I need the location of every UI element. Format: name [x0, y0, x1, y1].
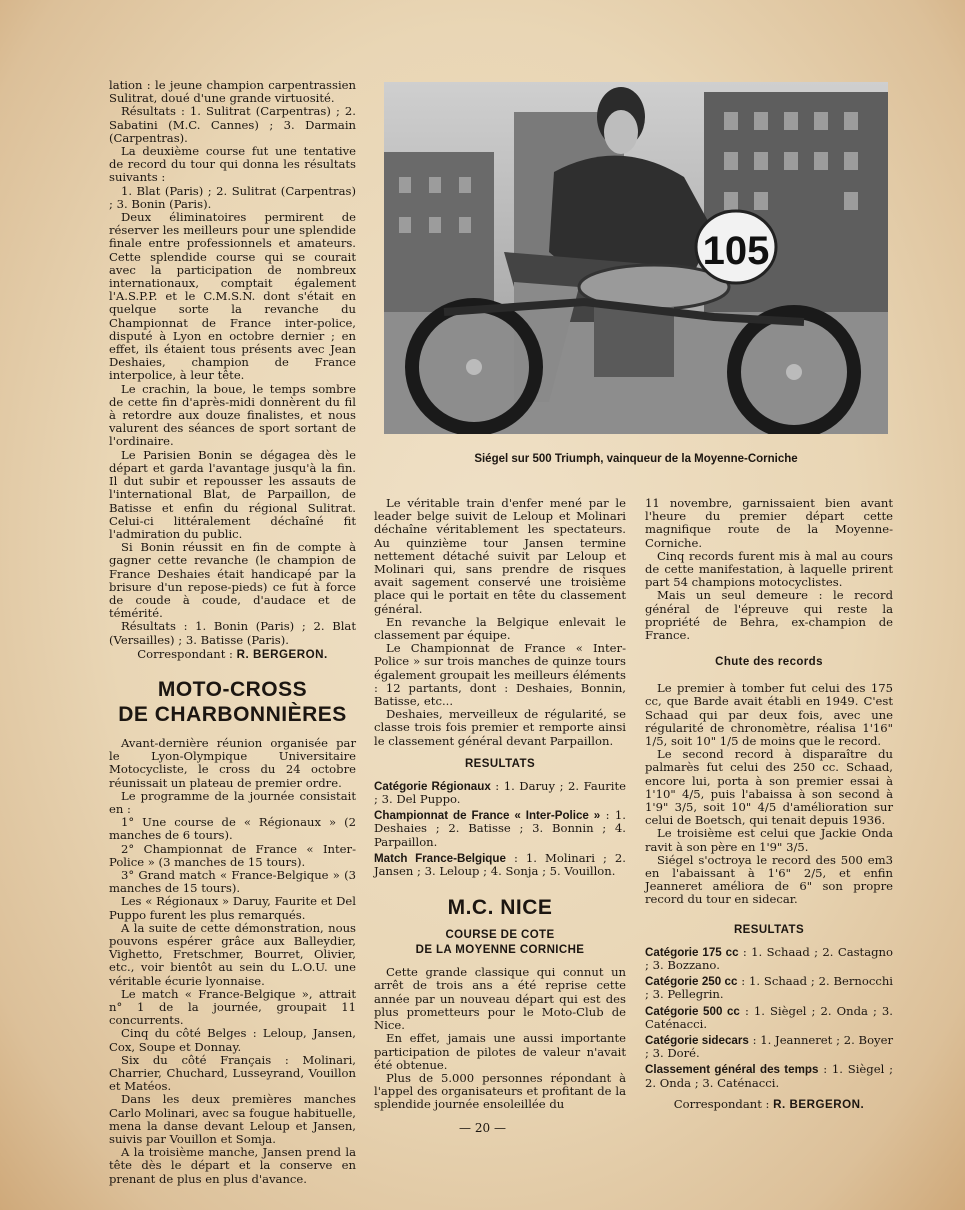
- result-text: : 1. Deshaies ; 2. Batisse ; 3. Bonnin ; 4. Parpaillon.: [374, 808, 626, 849]
- column-middle: [374, 497, 626, 1112]
- paragraph: lation : le jeune champion carpentrassien Sulitrat, doué d'une grande virtuosité.: [109, 78, 356, 106]
- paragraph: Cinq du côté Belges : Leloup, Jansen, Cox, Soupe et Donnay.: [109, 1026, 356, 1054]
- paragraph: Le programme de la journée consistait en :: [109, 788, 356, 816]
- paragraph: Le second record à disparaître du palmarès fut celui des 250 cc. Schaad, encore lui, porta à son premier essai à 1'10" 4/5, puis l'abaissa à son second à 1'9" 3/5, soit 10" 4/5 d'amélioration sur celui de Boetsch, qui tenait depuis 1936.: [645, 747, 893, 828]
- result-text: : 1. Jeanneret ; 2. Boyer ; 3. Doré.: [645, 1032, 894, 1061]
- result-line: [645, 1034, 893, 1060]
- paragraph: Le premier à tomber fut celui des 175 cc, que Barde avait établi en 1949. C'est Schaad qui par deux fois, avec une régularité de chronomètre, réalisa 1'16" 1/5, soit 10" 1/5 de moins que le record.: [645, 681, 893, 749]
- result-line: [645, 946, 893, 972]
- paragraph: A la suite de cette démonstration, nous pouvons espérer grâce aux Balleydier, Vighetto, Fretschmer, Bourret, Olivier, etc., voir bientôt au sein du L.O.U. une véritable écurie lyonnaise.: [109, 920, 356, 988]
- result-line: [374, 809, 626, 849]
- paragraph: A la troisième manche, Jansen prend la tête dès le départ et la conserve en prenant de plus en plus d'avance.: [109, 1145, 356, 1186]
- result-label: Catégorie 250 cc: [645, 975, 738, 989]
- photo-caption: Siégel sur 500 Triumph, vainqueur de la Moyenne-Corniche: [474, 453, 798, 465]
- result-label: Catégorie Régionaux: [374, 779, 491, 793]
- paragraph: 2° Championnat de France « Inter-Police » (3 manches de 15 tours).: [109, 841, 356, 869]
- paragraph: Deshaies, merveilleux de régularité, se classe trois fois premier et remporte ainsi le classement général devant Parpaillon.: [374, 707, 626, 748]
- paragraph: Le véritable train d'enfer mené par le leader belge suivit de Leloup et Molinari déchaîne véritablement les spectateurs. Au quinzième tour Jansen termine nettement détaché suivit par Leloup et Molinari qui, sans prendre de risques avait sagement conservé une troisième place qui le portait en tête du classement général.: [374, 496, 626, 616]
- paragraph: Si Bonin réussit en fin de compte à gagner cette revanche (le champion de France Deshaies était handicapé par la brisure d'un repose-pieds) ce fut à force de coude à coude, d'audace et de témérité.: [109, 540, 356, 621]
- paragraph: Résultats : 1. Sulitrat (Carpentras) ; 2. Sabatini (M.C. Cannes) ; 3. Darmain (Carpentras).: [109, 104, 356, 145]
- paragraph: Le match « France-Belgique », attrait n° 1 de la journée, groupait 11 concurrents.: [109, 986, 356, 1028]
- article-subheading: DE LA MOYENNE CORNICHE: [415, 944, 585, 957]
- result-line: [645, 975, 893, 1001]
- paragraph: Cette grande classique qui connut un arrêt de trois ans a été reprise cette année par un nouveau départ qui est des plus prometteurs pour le Moto-Club de Nice.: [374, 965, 626, 1033]
- motorcycle-photo: [384, 82, 888, 434]
- result-line: [645, 1063, 893, 1089]
- result-line: [374, 852, 626, 878]
- correspondent-name: R. BERGERON.: [236, 647, 328, 661]
- page-number: — 20 —: [459, 1121, 506, 1135]
- result-label: Classement général des temps: [645, 1063, 819, 1077]
- correspondent-label: Correspondant :: [137, 646, 233, 661]
- correspondent-name: R. BERGERON.: [773, 1097, 865, 1111]
- result-label: Catégorie 500 cc: [645, 1004, 740, 1018]
- result-label: Championnat de France « Inter-Police »: [374, 809, 601, 823]
- paragraph: Résultats : 1. Bonin (Paris) ; 2. Blat (Versailles) ; 3. Batisse (Paris).: [109, 619, 356, 647]
- paragraph: Deux éliminatoires permirent de réserver les meilleurs pour une splendide finale entre professionnels et amateurs. Cette splendide course qui se courait avec la participation de nombreux internationaux, comptait également l'A.S.P.P. et le C.M.S.N. dont s'était en quelque sorte la revanche du Championnat de France inter-police, disputé à Lyon en octobre dernier ; en effet, ils étaient tous présents avec Jean Deshaies, champion de France interpolice, à leur tête.: [109, 210, 356, 383]
- result-label: Catégorie 175 cc: [645, 945, 739, 959]
- paragraph: Le Championnat de France « Inter-Police » sur trois manches de quinze tours également groupait les meilleurs éléments : 12 partants, dont : Deshaies, Bonnin, Batisse, etc...: [374, 641, 626, 709]
- result-line: [645, 1005, 893, 1031]
- paragraph: En revanche la Belgique enlevait le classement par équipe.: [374, 614, 626, 643]
- paragraph: En effet, jamais une aussi importante participation de pilotes de valeur n'avait été obtenue.: [374, 1031, 626, 1072]
- photo-illustration: [384, 82, 888, 434]
- column-left: [109, 79, 356, 1186]
- paragraph: Dans les deux premières manches Carlo Molinari, avec sa fougue habituelle, mena la danse devant Leloup et Jansen, suivis par Vouillon et Somja.: [109, 1092, 356, 1147]
- results-heading: RESULTATS: [464, 757, 536, 770]
- paragraph: Le crachin, la boue, le temps sombre de cette fin d'après-midi donnèrent du fil à retordre aux douze finalistes, et nous valurent des séances de sport sortant de l'ordinaire.: [109, 381, 356, 449]
- results-heading: RESULTATS: [733, 923, 805, 936]
- paragraph: Mais un seul demeure : le record général de l'épreuve qui reste la propriété de Behra, ex-champion de France.: [645, 588, 893, 643]
- correspondent-line: [645, 1098, 893, 1111]
- correspondent-label: Correspondant :: [673, 1096, 770, 1111]
- paragraph: 1° Une course de « Régionaux » (2 manches de 6 tours).: [109, 815, 356, 843]
- paragraph: Plus de 5.000 personnes répondant à l'appel des organisateurs et profitant de la splendide journée ensoleillée du: [374, 1070, 626, 1112]
- article-heading: M.C. NICE: [447, 896, 553, 920]
- result-text: : 1. Siègel ; 2. Onda ; 3. Caténacci.: [645, 1003, 893, 1031]
- result-label: Match France-Belgique: [374, 851, 506, 865]
- result-text: : 1. Schaad ; 2. Castagno ; 3. Bozzano.: [645, 944, 894, 972]
- result-text: : 1. Daruy ; 2. Faurite ; 3. Del Puppo.: [374, 778, 626, 807]
- number-plate-text: 105: [702, 229, 770, 273]
- paragraph: Avant-dernière réunion organisée par le Lyon-Olympique Universitaire Motocycliste, le cross du 24 octobre réunissait un plateau de premier ordre.: [109, 735, 356, 790]
- paragraph: Le Parisien Bonin se dégagea dès le départ et garda l'avantage jusqu'à la fin. Il dut subir et repousser les assauts de l'international Blat, de Parpaillon, de Batisse et enfin du régional Sulitrat. Celui-ci littéralement déchaîné fit l'admiration du public.: [109, 447, 356, 541]
- result-label: Catégorie sidecars: [645, 1033, 749, 1047]
- article-heading: DE CHARBONNIÈRES: [118, 702, 347, 726]
- result-line: [374, 780, 626, 806]
- paragraph: La deuxième course fut une tentative de record du tour qui donna les résultats suivants :: [109, 144, 356, 185]
- result-text: : 1. Molinari ; 2. Jansen ; 3. Leloup ; 4. Sonja ; 5. Vouillon.: [374, 850, 626, 879]
- section-heading: Chute des records: [715, 656, 823, 669]
- paragraph: 11 novembre, garnissaient bien avant l'heure du premier départ cette magnifique route de la Moyenne-Corniche.: [645, 496, 893, 550]
- article-subheading: COURSE DE COTE: [445, 929, 555, 942]
- article-heading: MOTO-CROSS: [157, 677, 308, 701]
- paragraph: Les « Régionaux » Daruy, Faurite et Del Puppo furent les plus remarqués.: [109, 894, 356, 922]
- paragraph: Six du côté Français : Molinari, Charrier, Chuchard, Lusseyrand, Vouillon et Matéos.: [109, 1052, 356, 1094]
- correspondent-line: [109, 648, 356, 661]
- paragraph: Cinq records furent mis à mal au cours de cette manifestation, à laquelle prirent part 54 champions motocyclistes.: [645, 548, 893, 590]
- result-text: : 1. Siègel ; 2. Onda ; 3. Caténacci.: [645, 1062, 893, 1090]
- paragraph: Siégel s'octroya le record des 500 em3 en l'abaissant à 1'6" 2/5, et enfin Jeanneret améliora de 6" son propre record du tour en sidecar.: [645, 852, 893, 907]
- result-text: : 1. Schaad ; 2. Bernocchi ; 3. Pellegrin.: [645, 974, 893, 1002]
- paragraph: 1. Blat (Paris) ; 2. Sulitrat (Carpentras) ; 3. Bonin (Paris).: [109, 183, 356, 211]
- paragraph: 3° Grand match « France-Belgique » (3 manches de 15 tours).: [109, 867, 356, 896]
- column-right: [645, 497, 893, 1111]
- paragraph: Le troisième est celui que Jackie Onda ravit à son père en 1'9" 3/5.: [645, 826, 893, 854]
